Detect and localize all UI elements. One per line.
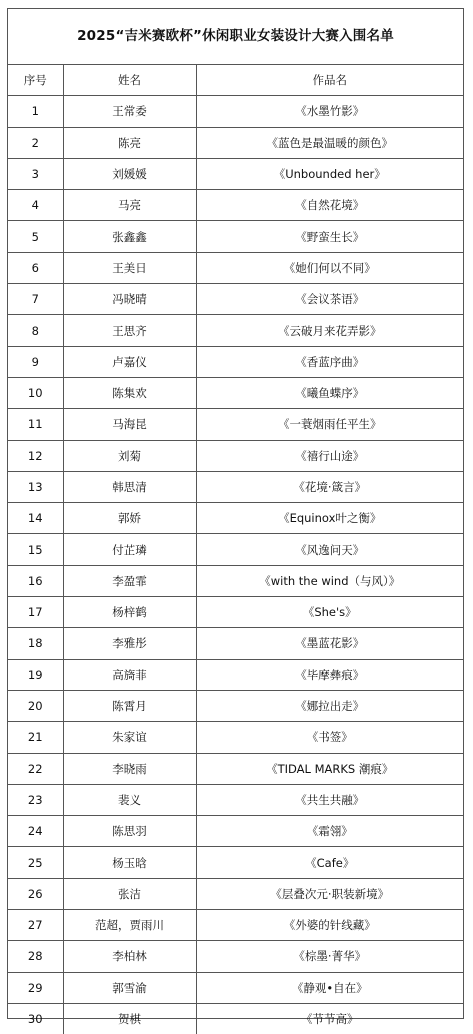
cell-number: 16: [8, 565, 63, 596]
cell-number: 15: [8, 534, 63, 565]
cell-name: 高旖菲: [63, 659, 196, 690]
cell-work: 《Cafe》: [196, 847, 463, 878]
cell-work: 《自然花境》: [196, 190, 463, 221]
table-row: [8, 221, 463, 252]
table-row: [8, 753, 463, 784]
table-row: [8, 659, 463, 690]
table-row: [8, 1003, 463, 1034]
cell-number: 11: [8, 409, 63, 440]
cell-work: 《外婆的针线藏》: [196, 910, 463, 941]
table-row: [8, 503, 463, 534]
table-row: [8, 158, 463, 189]
cell-name: 刘媛媛: [63, 158, 196, 189]
cell-name: 冯晓晴: [63, 284, 196, 315]
table-row: [8, 284, 463, 315]
table-row: [8, 471, 463, 502]
cell-work: 《香蓝序曲》: [196, 346, 463, 377]
cell-work: 《书签》: [196, 722, 463, 753]
cell-number: 30: [8, 1003, 63, 1034]
cell-number: 26: [8, 878, 63, 909]
table-header-row: [8, 65, 463, 96]
cell-name: 韩思清: [63, 471, 196, 502]
cell-number: 13: [8, 471, 63, 502]
cell-name: 付芷璘: [63, 534, 196, 565]
cell-name: 郭雪渝: [63, 972, 196, 1003]
table-row: [8, 816, 463, 847]
table-row: [8, 878, 463, 909]
cell-number: 7: [8, 284, 63, 315]
cell-number: 24: [8, 816, 63, 847]
table-row: [8, 534, 463, 565]
cell-number: 6: [8, 252, 63, 283]
table-row: [8, 96, 463, 127]
cell-number: 12: [8, 440, 63, 471]
cell-number: 19: [8, 659, 63, 690]
cell-number: 21: [8, 722, 63, 753]
table-row: [8, 409, 463, 440]
cell-number: 2: [8, 127, 63, 158]
cell-name: 陈亮: [63, 127, 196, 158]
cell-number: 3: [8, 158, 63, 189]
cell-name: 刘菊: [63, 440, 196, 471]
header-work: 作品名: [196, 65, 463, 96]
table-row: [8, 722, 463, 753]
table-row: [8, 941, 463, 972]
header-number: 序号: [8, 65, 63, 96]
cell-number: 4: [8, 190, 63, 221]
cell-number: 27: [8, 910, 63, 941]
table-row: [8, 910, 463, 941]
cell-work: 《会议茶语》: [196, 284, 463, 315]
cell-name: 张洁: [63, 878, 196, 909]
cell-work: 《水墨竹影》: [196, 96, 463, 127]
cell-number: 20: [8, 690, 63, 721]
table-row: [8, 784, 463, 815]
cell-work: 《霜翎》: [196, 816, 463, 847]
cell-number: 5: [8, 221, 63, 252]
cell-name: 杨玉晗: [63, 847, 196, 878]
cell-name: 张鑫鑫: [63, 221, 196, 252]
table-row: [8, 972, 463, 1003]
table-row: [8, 127, 463, 158]
cell-name: 李柏林: [63, 941, 196, 972]
cell-name: 李盈霏: [63, 565, 196, 596]
cell-number: 10: [8, 377, 63, 408]
cell-work: 《风逸问天》: [196, 534, 463, 565]
table-row: [8, 565, 463, 596]
cell-number: 14: [8, 503, 63, 534]
cell-work: 《墨蓝花影》: [196, 628, 463, 659]
cell-work: 《野蛮生长》: [196, 221, 463, 252]
table-row: [8, 628, 463, 659]
table-row: [8, 440, 463, 471]
finalist-table: [8, 65, 463, 1034]
cell-work: 《层叠次元·职装新境》: [196, 878, 463, 909]
cell-name: 李晓雨: [63, 753, 196, 784]
table-row: [8, 597, 463, 628]
cell-work: 《TIDAL MARKS 潮痕》: [196, 753, 463, 784]
cell-name: 陈集欢: [63, 377, 196, 408]
cell-work: 《一蓑烟雨任平生》: [196, 409, 463, 440]
cell-name: 马亮: [63, 190, 196, 221]
table-row: [8, 346, 463, 377]
cell-work: 《节节高》: [301, 1012, 359, 1027]
cell-work: 《她们何以不同》: [196, 252, 463, 283]
cell-number: 1: [8, 96, 63, 127]
header-name: 姓名: [63, 65, 196, 96]
cell-number: 23: [8, 784, 63, 815]
cell-work: 《Equinox叶之衡》: [196, 503, 463, 534]
cell-name: 王思齐: [63, 315, 196, 346]
cell-number: 28: [8, 941, 63, 972]
cell-name: 陈思羽: [63, 816, 196, 847]
page-title: 2025“吉米赛欧杯”休闲职业女装设计大赛入围名单: [8, 9, 463, 65]
cell-work: 《娜拉出走》: [196, 690, 463, 721]
cell-number: 22: [8, 753, 63, 784]
cell-number: 29: [8, 972, 63, 1003]
cell-name: 王常委: [63, 96, 196, 127]
cell-number: 17: [8, 597, 63, 628]
table-row: [8, 690, 463, 721]
cell-name: 朱家谊: [63, 722, 196, 753]
cell-work: 《禧行山途》: [196, 440, 463, 471]
cell-work: 《云破月来花弄影》: [196, 315, 463, 346]
table-row: [8, 190, 463, 221]
cell-name: 李雅彤: [63, 628, 196, 659]
cell-name: 范超，贾雨川: [63, 910, 196, 941]
cell-number: 8: [8, 315, 63, 346]
cell-work: 《花境·箴言》: [196, 471, 463, 502]
table-row: [8, 315, 463, 346]
cell-name: 裴义: [63, 784, 196, 815]
cell-work: 《毕摩彝痕》: [196, 659, 463, 690]
cell-name: 卢嘉仪: [63, 346, 196, 377]
cell-name: 王美日: [63, 252, 196, 283]
cell-name: 杨梓鹤: [63, 597, 196, 628]
table-row: [8, 847, 463, 878]
cell-work: 《She's》: [196, 597, 463, 628]
document-page: [7, 8, 464, 1027]
cell-work: 《棕墨·菁华》: [196, 941, 463, 972]
cell-number: 18: [8, 628, 63, 659]
cell-number: 9: [8, 346, 63, 377]
cell-work: 《共生共融》: [196, 784, 463, 815]
cell-name: 郭娇: [63, 503, 196, 534]
cell-work: 《曦鱼蝶序》: [196, 377, 463, 408]
cell-work: 《with the wind（与风）》: [196, 565, 463, 596]
cell-number: 25: [8, 847, 63, 878]
cell-name: 陈霄月: [63, 690, 196, 721]
cell-name: 马海昆: [63, 409, 196, 440]
cell-work: 《静观•自在》: [196, 972, 463, 1003]
table-row: [8, 377, 463, 408]
cell-work: 《蓝色是最温暖的颜色》: [196, 127, 463, 158]
table-row: [8, 252, 463, 283]
cell-name: 贺棋: [63, 1003, 196, 1034]
cell-work: 《Unbounded her》: [196, 158, 463, 189]
